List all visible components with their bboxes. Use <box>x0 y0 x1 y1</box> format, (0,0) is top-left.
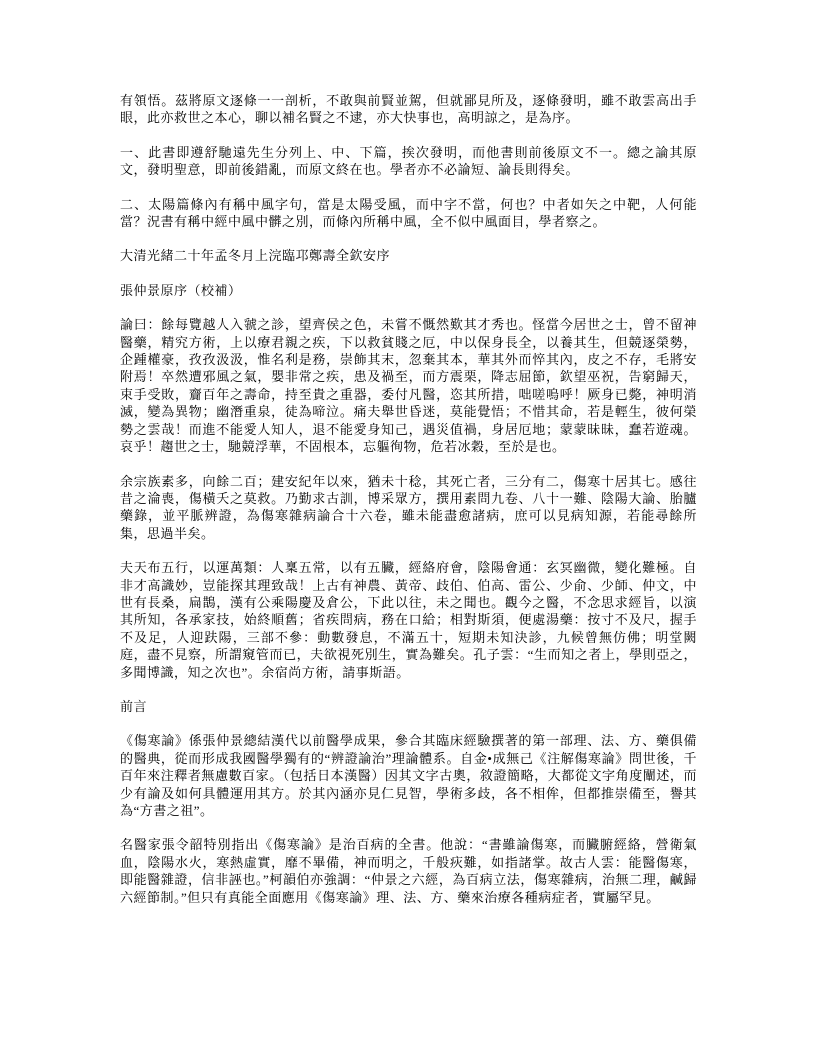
preface-conclusion-paragraph: 有領悟。茲將原文逐條一一剖析，不敢與前賢並駕，但就鄙見所及，逐條發明，雖不敢雲高出手眼，此亦救世之本心，聊以補名賢之不逮，亦大快事也，高明諒之，是為序。 <box>120 93 697 126</box>
editorial-note-2: 二、太陽篇條內有稱中風字句，當是太陽受風，而中字不當，何也？中者如矢之中靶，人何能當？況書有稱中經中風中髒之別，而條內所稱中風，全不似中風面目，學者察之。 <box>120 196 697 230</box>
editorial-note-1: 一、此書即遵舒馳遠先生分列上、中、下篇，挨次發明，而他書則前後原文不一。總之論其原文，發明聖意，即前後錯亂，而原文終在也。學者亦不必論短、論長則得矣。 <box>120 144 697 178</box>
section-title-foreword: 前言 <box>120 698 148 714</box>
original-preface-paragraph-2: 余宗族素多，向餘二百；建安紀年以來，猶未十稔，其死亡者，三分有二，傷寒十居其七。感往昔之淪喪，傷橫夭之莫救。乃勤求古訓，博采眾方，撰用素問九卷、八十一難、陰陽大論、胎臚藥錄，並平脈辨證，為傷寒雜病論合十六卷，雖未能盡愈諸病，庶可以見病知源，若能尋餘所集，思過半矣。 <box>120 473 697 541</box>
original-preface-paragraph-1: 論曰：餘每覽越人入虢之診，望齊侯之色，未嘗不慨然歎其才秀也。怪當今居世之士，曾不留神醫藥，精究方術，上以療君親之疾，下以救貧賤之厄，中以保身長全，以養其生，但競逐榮勢，企踵權豪，孜孜汲汲，惟名利是務，崇飾其末，忽棄其本，華其外而悴其內，皮之不存，毛將安附焉！卒然遭邪風之氣，嬰非常之疾，患及禍至，而方震栗，降志屈節，欽望巫祝，告窮歸天，束手受敗，齎百年之壽命，持至貴之重器，委付凡醫，恣其所措，咄嗟嗚呼！厥身已斃，神明消滅，變為異物；幽潛重泉，徒為啼泣。痛夫舉世昏迷，莫能覺悟；不惜其命，若是輕生，彼何榮勢之雲哉！而進不能愛人知人，退不能愛身知己，遇災值禍，身居厄地；蒙蒙昧昧，蠢若遊魂。哀乎！趨世之士，馳競浮華，不固根本，忘軀徇物，危若冰穀，至於是也。 <box>120 317 697 455</box>
preface-signature-line: 大清光緒二十年孟冬月上浣臨邛鄭壽全欽安序 <box>120 248 391 264</box>
section-title-original-preface: 張仲景原序（校補） <box>120 282 242 298</box>
foreword-paragraph-2: 名醫家張令韶特別指出《傷寒論》是治百病的全書。他說：“書雖論傷寒，而臟腑經絡，營衛氣血，陰陽水火，寒熱虛實，靡不畢備，神而明之，千般疢難，如指諸掌。故古人雲：能醫傷寒，即能醫雜證，信非誣也。”柯韻伯亦強調：“仲景之六經，為百病立法，傷寒雜病，治無二理，鹹歸六經節制。”但只有真能全面應用《傷寒論》理、法、方、藥來治療各種病症者，實屬罕見。 <box>120 837 697 905</box>
original-preface-paragraph-3: 夫天布五行，以運萬類：人稟五常，以有五臟，經絡府會，陰陽會通：玄冥幽微，變化難極。自非才高識妙，豈能探其理致哉！上古有神農、黃帝、歧伯、伯高、雷公、少俞、少師、仲文，中世有長桑，扁鵲，漢有公乘陽慶及倉公，下此以往，未之聞也。觀今之醫，不念思求經旨，以演其所知，各承家技，始終順舊；省疾問病，務在口給；相對斯須，便處湯藥：按寸不及尺，握手不及足，人迎趺陽，三部不參：動數發息，不滿五十，短期未知決診，九候曾無仿佛；明堂闕庭，盡不見察，所謂窺管而已，夫欲視死別生，實為難矣。孔子雲：“生而知之者上，學則亞之，多聞博識，知之次也”。余宿尚方術，請事斯語。 <box>120 560 697 680</box>
foreword-paragraph-1: 《傷寒論》係張仲景總結漢代以前醫學成果，參合其臨床經驗撰著的第一部理、法、方、藥俱備的醫典，從而形成我國醫學獨有的“辨證論治”理論體系。自金•成無己《注解傷寒論》問世後，千百年來注釋者無慮數百家。（包括日本漢醫）因其文字古奧，敘證簡略，大都從文字角度闡述，而少有論及如何具體運用其方。於其內涵亦見仁見智，學術多歧，各不相侔，但都推崇備至，譽其為“方書之祖”。 <box>120 733 697 818</box>
